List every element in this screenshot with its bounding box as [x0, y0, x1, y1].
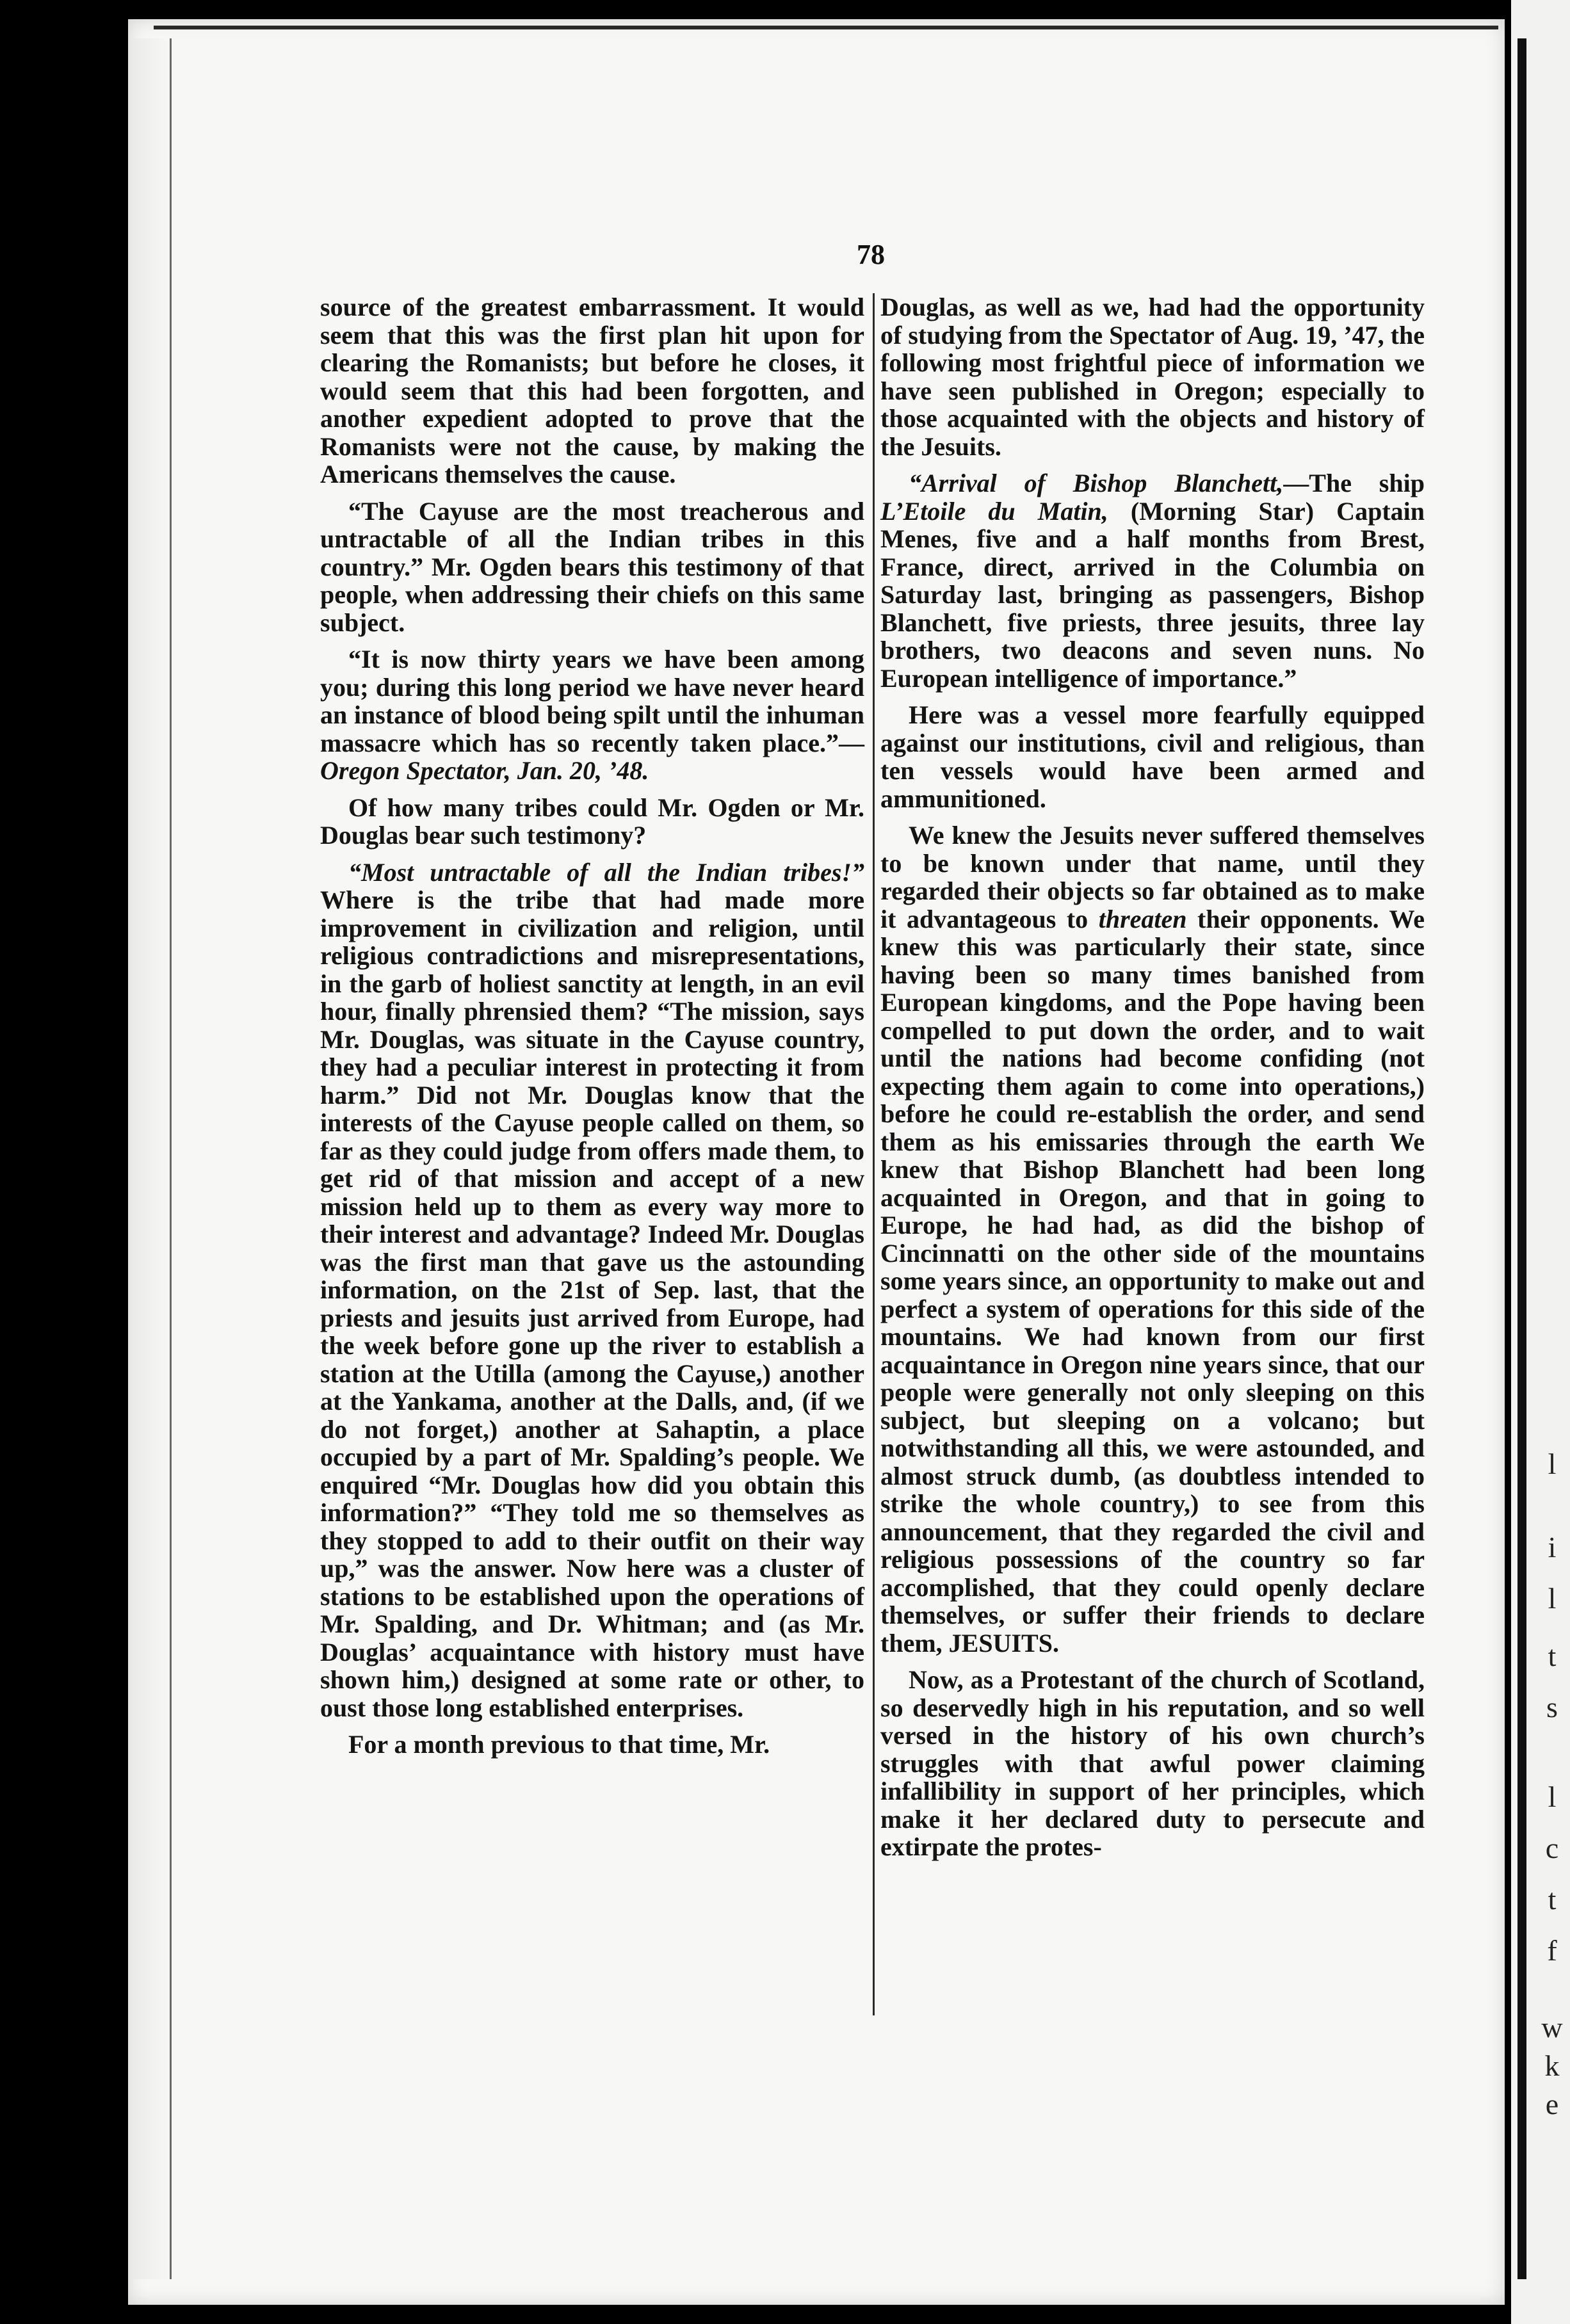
body-text: We knew the Jesuits never suffered themselves to be known under that name, until they regarded their objects so far obtained as to make it advantageous to: [880, 821, 1425, 933]
body-text: Here was a vessel more fearfully equipped against our institutions, civil and religious, than ten vessels would have been armed and ammunitioned.: [880, 700, 1425, 813]
body-text: source of the greatest embarrassment. It would seem that this was the first plan hit upon for clearing the Romanists; but before he closes, it would seem that this had been forgotten, and another expedient adopted to prove that the Romanists were not the cause, by making the Americans themselves the cause.: [320, 293, 864, 488]
column-divider: [873, 293, 875, 2015]
paragraph-r3: [880, 701, 1425, 812]
adjacent-fragment: l: [1548, 1780, 1557, 1813]
body-text: Where is the tribe that had made more improvement in civilization and religion, until religious contradictions and misrepresentations, in the garb of holiest sanctity at length, in an evil hour, finally phrensied them? “The mission, says Mr. Douglas, was situate in the Cayuse country, they had a peculiar interest in protecting it from harm.” Did not Mr. Douglas know that the interests of the Cayuse people called on them, so far as they could judge from offers made them, to get rid of that mission and accept of a new mission held up to them as every way more to their interest and advantage? Indeed Mr. Douglas was the first man that gave us the astounding information, on the 21st of Sep. last, that the priests and jesuits just arrived from Europe, had the week before gone up the river to establish a station at the Utilla (among the Cayuse,) another at the Yankama, another at the Dalls, and, (if we do not forget,) another at Sahaptin, a place occupied by a part of Mr. Spalding’s people. We enquired “Mr. Douglas how did you obtain this information?” “They told me so themselves as they stopped to add to their outfit on their way up,” was the answer. Now here was a cluster of stations to be established upon the operations of Mr. Spalding, and Dr. Whitman; and (as Mr. Douglas’ acquaintance with history must have shown him,) designed at some rate or other, to oust those long established enterprises.: [320, 885, 864, 1722]
paragraph-p5: [320, 859, 864, 1722]
italic-text: L’Etoile du Matin,: [880, 496, 1108, 526]
adjacent-fragment: k: [1544, 2049, 1560, 2082]
adjacent-fragment: l: [1548, 1582, 1557, 1615]
adjacent-fragment: w: [1541, 2011, 1563, 2044]
paragraph-p6: [320, 1731, 864, 1759]
body-text: Now, as a Protestant of the church of Scotland, so deservedly high in his reputation, and so well versed in the history of his own church’s struggles with that awful power claiming infallibility in support of her principles, which make it her declared duty to persecute and extirpate the protes-: [880, 1665, 1425, 1861]
page-number: 78: [857, 239, 885, 270]
italic-text: “Arrival of Bishop Blanchett,: [909, 469, 1284, 497]
adjacent-page-strip: [1511, 0, 1570, 2324]
top-rule: [154, 26, 1498, 29]
paragraph-p4: [320, 794, 864, 850]
adjacent-fragment: e: [1545, 2088, 1559, 2120]
left-page-edge: [131, 38, 172, 2279]
adjacent-fragment: t: [1548, 1883, 1557, 1916]
book-spine: [1517, 38, 1526, 2279]
body-text: Douglas, as well as we, had had the opportunity of studying from the Spectator of Aug. 19, ’47, the following most frightful piece of information we have seen published in Oregon; especially to those acquainted with the objects and history of the Jesuits.: [880, 293, 1425, 461]
adjacent-fragment: f: [1547, 1934, 1557, 1967]
body-text: —The ship: [1283, 469, 1425, 497]
adjacent-fragment: t: [1548, 1640, 1557, 1672]
body-text: Of how many tribes could Mr. Ogden or Mr. Douglas bear such testimony?: [320, 793, 864, 850]
body-text: “It is now thirty years we have been among you; during this long period we have never heard an instance of blood being spilt until the inhuman massacre which has so recently taken place.”—: [320, 645, 864, 757]
body-text: “The Cayuse are the most treacherous and untractable of all the Indian tribes in this country.” Mr. Ogden bears this testimony of that people, when addressing their chiefs on this same subject.: [320, 496, 864, 637]
right-text-column: [880, 293, 1425, 1870]
left-text-column: [320, 293, 864, 1768]
body-text: For a month previous to that time, Mr.: [348, 1730, 770, 1759]
adjacent-fragment: c: [1545, 1832, 1559, 1864]
paragraph-r4: [880, 821, 1425, 1657]
body-text: (Morning Star) Captain Menes, five and a half months from Brest, France, direct, arrived in the Columbia on Saturday last, bringing as passengers, Bishop Blanchett, five priests, three jesuits, three lay brothers, two deacons and seven nuns. No European intelligence of importance.”: [880, 496, 1425, 693]
adjacent-fragment: i: [1548, 1531, 1557, 1563]
paragraph-r2: [880, 469, 1425, 692]
body-text: their opponents. We knew this was particularly their state, since having been so many times banished from European kingdoms, and the Pope having been compelled to put down the order, and to wait until the nations had become confiding (not expecting them again to come into operations,) before he could re-establish the order, and send them as his emissaries through the earth We knew that Bishop Blanchett had been long acquainted in Oregon, and that in going to Europe, he had had, as did the bishop of Cincinnatti on the other side of the mountains some years since, an opportunity to make out and perfect a system of operations for this side of the mountains. We had known from our first acquaintance in Oregon nine years since, that our people were generally not only sleeping on this subject, but sleeping on a volcano; but notwithstanding all this, we were astounded, and almost struck dumb, (as doubtless intended to strike the whole country,) to see from this announcement, that they regarded the civil and religious possessions of the country so far accomplished, that they could openly declare themselves, or suffer their friends to declare them, JESUITS.: [880, 904, 1425, 1658]
italic-text: “Most untractable of all the Indian tribes!”: [348, 857, 864, 887]
paragraph-p1: [320, 293, 864, 488]
adjacent-fragment: s: [1546, 1691, 1558, 1723]
paragraph-p2: [320, 497, 864, 637]
italic-text: threaten: [1098, 904, 1187, 933]
paragraph-r1: [880, 293, 1425, 460]
adjacent-fragment: l: [1548, 1448, 1557, 1480]
paragraph-r5: [880, 1666, 1425, 1861]
paragraph-p3: [320, 645, 864, 785]
italic-text: Oregon Spectator, Jan. 20, ’48.: [320, 756, 649, 785]
